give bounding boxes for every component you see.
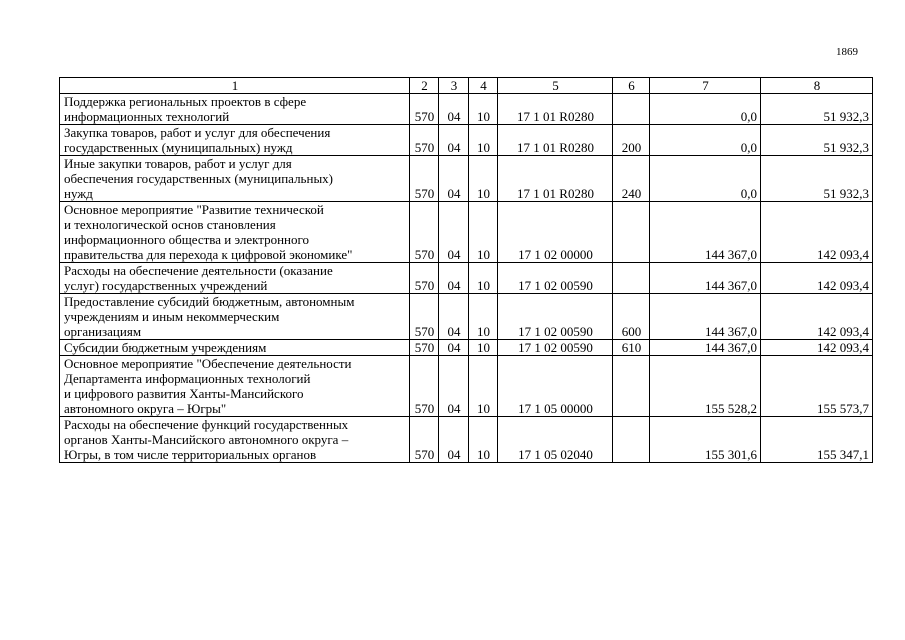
- budget-table: [59, 77, 873, 463]
- item-name-line: информационного общества и электронного: [64, 232, 310, 247]
- item-name-line: Субсидии бюджетным учреждениям: [64, 340, 267, 355]
- cell-amount-col8: 51 932,3: [761, 125, 873, 156]
- header-cell-1: 1: [60, 78, 410, 94]
- item-name-line: Основное мероприятие "Развитие технической: [64, 202, 324, 217]
- cell-amount-col7: 155 528,2: [650, 356, 761, 417]
- cell-item-name: [60, 125, 410, 156]
- cell-amount-col8: 155 347,1: [761, 417, 873, 463]
- cell-section: 04: [439, 294, 469, 340]
- header-cell-7: 7: [650, 78, 761, 94]
- cell-amount-col7: 144 367,0: [650, 263, 761, 294]
- cell-amount-col8: 51 932,3: [761, 94, 873, 125]
- item-name-line: Предоставление субсидий бюджетным, автономным: [64, 294, 355, 309]
- cell-subsection: 10: [469, 263, 498, 294]
- item-name-line: Департамента информационных технологий: [64, 371, 311, 386]
- cell-subsection: 10: [469, 125, 498, 156]
- item-name-line: Расходы на обеспечение деятельности (оказание: [64, 263, 333, 278]
- cell-section: 04: [439, 94, 469, 125]
- cell-target-article: 17 1 05 02040: [498, 417, 613, 463]
- item-name-line: Поддержка региональных проектов в сфере: [64, 94, 307, 109]
- cell-amount-col7: 0,0: [650, 94, 761, 125]
- cell-expense-type: 610: [613, 340, 650, 356]
- table-row: [60, 417, 873, 463]
- table-row: [60, 263, 873, 294]
- cell-amount-col7: 0,0: [650, 156, 761, 202]
- table-row: [60, 294, 873, 340]
- cell-expense-type: 200: [613, 125, 650, 156]
- table-row: [60, 156, 873, 202]
- item-name-line: обеспечения государственных (муниципальных): [64, 171, 334, 186]
- cell-subsection: 10: [469, 417, 498, 463]
- cell-amount-col8: 51 932,3: [761, 156, 873, 202]
- item-name-line: услуг) государственных учреждений: [64, 278, 268, 293]
- cell-section: 04: [439, 125, 469, 156]
- item-name-line: Югры, в том числе территориальных органов: [64, 447, 317, 462]
- item-name-line: автономного округа – Югры": [64, 401, 227, 416]
- cell-subsection: 10: [469, 340, 498, 356]
- header-cell-8: 8: [761, 78, 873, 94]
- cell-rzpr-code: 570: [410, 340, 439, 356]
- cell-amount-col8: 142 093,4: [761, 294, 873, 340]
- header-cell-3: 3: [439, 78, 469, 94]
- cell-item-name: [60, 202, 410, 263]
- table-row: [60, 202, 873, 263]
- cell-subsection: 10: [469, 94, 498, 125]
- cell-rzpr-code: 570: [410, 202, 439, 263]
- item-name-line: нужд: [64, 186, 93, 201]
- cell-expense-type: 600: [613, 294, 650, 340]
- cell-section: 04: [439, 356, 469, 417]
- cell-target-article: 17 1 05 00000: [498, 356, 613, 417]
- cell-item-name: [60, 156, 410, 202]
- cell-expense-type: [613, 356, 650, 417]
- header-cell-6: 6: [613, 78, 650, 94]
- cell-rzpr-code: 570: [410, 263, 439, 294]
- cell-subsection: 10: [469, 356, 498, 417]
- header-cell-2: 2: [410, 78, 439, 94]
- item-name-line: Закупка товаров, работ и услуг для обеспечения: [64, 125, 331, 140]
- cell-item-name: [60, 340, 410, 356]
- table-header-row: [60, 78, 873, 94]
- item-name-line: и технологической основ становления: [64, 217, 276, 232]
- table-row: [60, 94, 873, 125]
- item-name-line: организациям: [64, 324, 142, 339]
- item-name-line: и цифрового развития Ханты-Мансийского: [64, 386, 304, 401]
- item-name-line: органов Ханты-Мансийского автономного округа –: [64, 432, 349, 447]
- item-name-line: информационных технологий: [64, 109, 230, 124]
- cell-expense-type: 240: [613, 156, 650, 202]
- cell-subsection: 10: [469, 294, 498, 340]
- cell-rzpr-code: 570: [410, 156, 439, 202]
- cell-amount-col7: 155 301,6: [650, 417, 761, 463]
- cell-rzpr-code: 570: [410, 94, 439, 125]
- header-cell-5: 5: [498, 78, 613, 94]
- cell-section: 04: [439, 202, 469, 263]
- cell-amount-col7: 144 367,0: [650, 294, 761, 340]
- table-row: [60, 125, 873, 156]
- cell-target-article: 17 1 02 00590: [498, 263, 613, 294]
- cell-section: 04: [439, 263, 469, 294]
- cell-expense-type: [613, 94, 650, 125]
- cell-rzpr-code: 570: [410, 356, 439, 417]
- cell-section: 04: [439, 417, 469, 463]
- cell-target-article: 17 1 02 00590: [498, 294, 613, 340]
- cell-amount-col8: 142 093,4: [761, 263, 873, 294]
- cell-amount-col8: 142 093,4: [761, 202, 873, 263]
- item-name-line: Расходы на обеспечение функций государственных: [64, 417, 349, 432]
- item-name-line: Иные закупки товаров, работ и услуг для: [64, 156, 292, 171]
- cell-amount-col7: 144 367,0: [650, 202, 761, 263]
- cell-item-name: [60, 94, 410, 125]
- cell-expense-type: [613, 417, 650, 463]
- item-name-line: учреждениям и иным некоммерческим: [64, 309, 280, 324]
- cell-target-article: 17 1 01 R0280: [498, 94, 613, 125]
- item-name-line: правительства для перехода к цифровой экономике": [64, 247, 353, 262]
- cell-subsection: 10: [469, 202, 498, 263]
- cell-amount-col7: 144 367,0: [650, 340, 761, 356]
- table-row: [60, 340, 873, 356]
- cell-item-name: [60, 294, 410, 340]
- cell-amount-col8: 142 093,4: [761, 340, 873, 356]
- cell-target-article: 17 1 02 00590: [498, 340, 613, 356]
- cell-expense-type: [613, 202, 650, 263]
- cell-section: 04: [439, 340, 469, 356]
- item-name-line: Основное мероприятие "Обеспечение деятельности: [64, 356, 352, 371]
- cell-amount-col7: 0,0: [650, 125, 761, 156]
- cell-amount-col8: 155 573,7: [761, 356, 873, 417]
- page-number: 1869: [836, 46, 858, 58]
- cell-rzpr-code: 570: [410, 294, 439, 340]
- cell-rzpr-code: 570: [410, 417, 439, 463]
- item-name-line: государственных (муниципальных) нужд: [64, 140, 293, 155]
- cell-target-article: 17 1 01 R0280: [498, 156, 613, 202]
- cell-target-article: 17 1 02 00000: [498, 202, 613, 263]
- cell-item-name: [60, 417, 410, 463]
- table-row: [60, 356, 873, 417]
- cell-item-name: [60, 263, 410, 294]
- cell-target-article: 17 1 01 R0280: [498, 125, 613, 156]
- cell-expense-type: [613, 263, 650, 294]
- cell-section: 04: [439, 156, 469, 202]
- cell-rzpr-code: 570: [410, 125, 439, 156]
- header-cell-4: 4: [469, 78, 498, 94]
- cell-item-name: [60, 356, 410, 417]
- cell-subsection: 10: [469, 156, 498, 202]
